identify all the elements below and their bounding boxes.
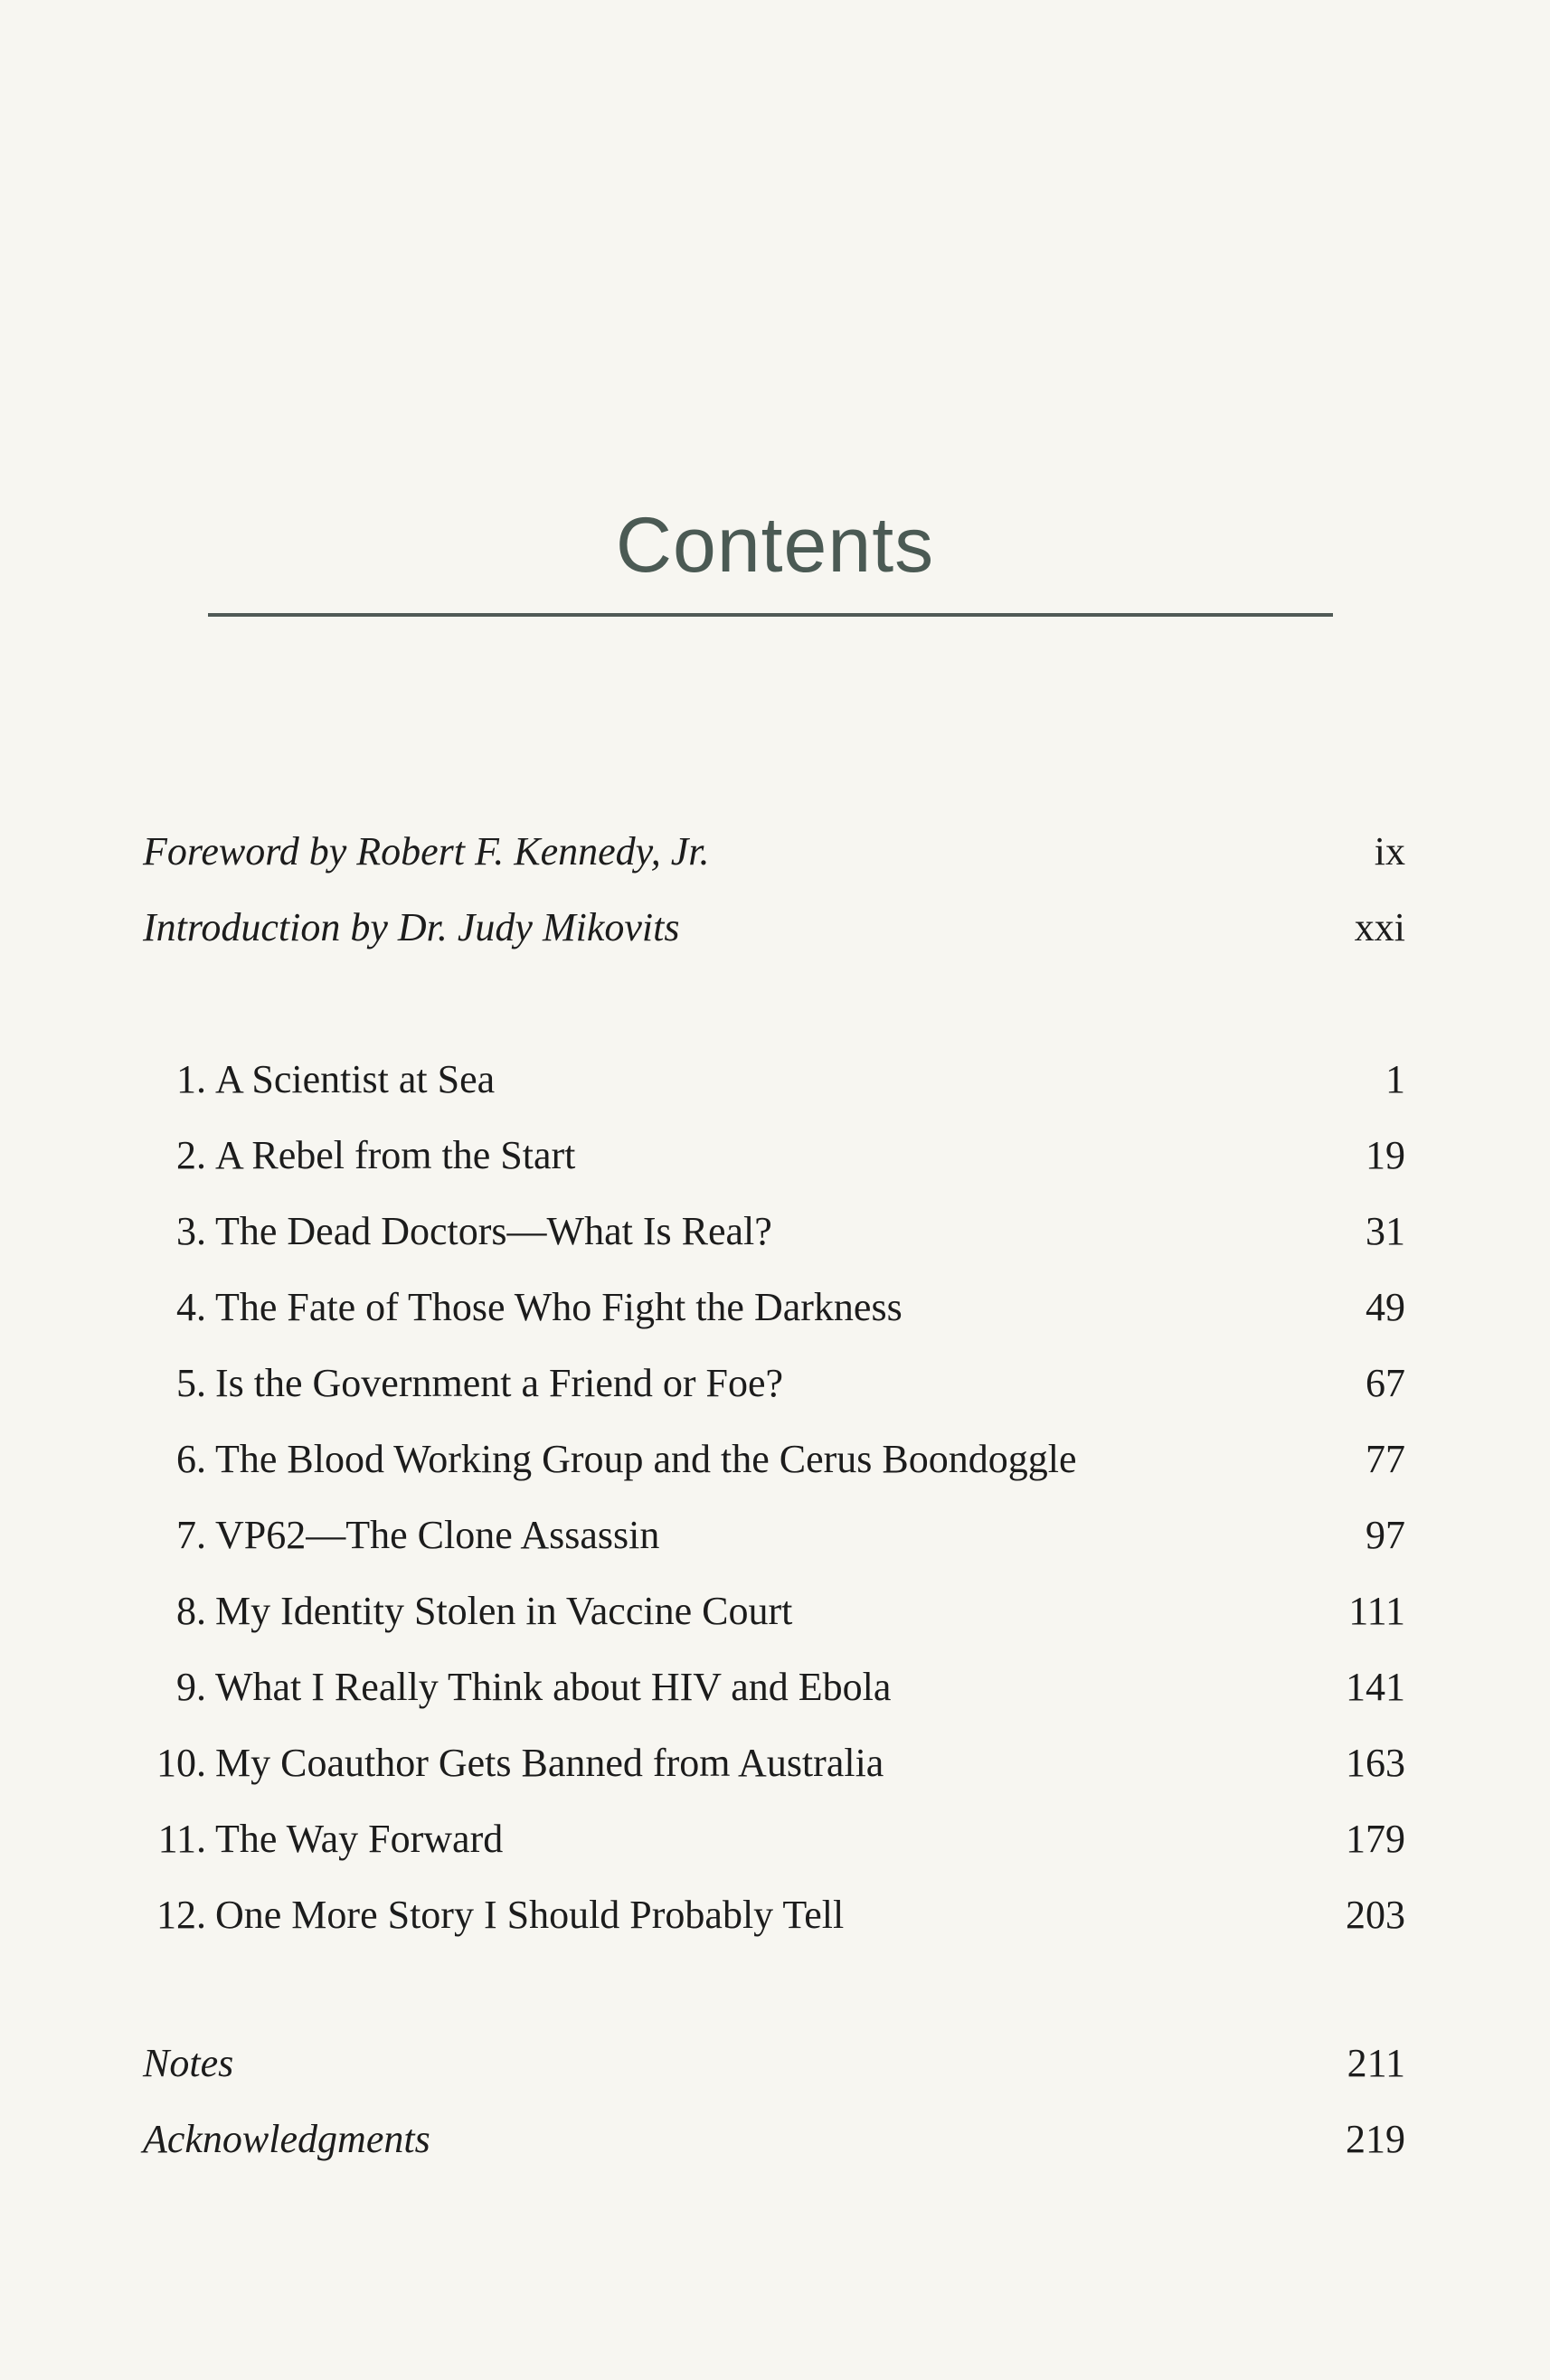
toc-entry-label: What I Really Think about HIV and Ebola <box>215 1665 892 1709</box>
toc-entry-page: 163 <box>1346 1741 1405 1785</box>
toc-entry-acknowledgments[interactable] <box>143 2101 1405 2177</box>
chapter-number: 7. <box>176 1513 206 1557</box>
toc-entry-page: 219 <box>1346 2117 1405 2161</box>
toc-entry-page: 67 <box>1366 1361 1405 1405</box>
toc-entry-page: xxi <box>1354 905 1405 949</box>
toc-entry-chapter-11[interactable] <box>143 1801 1405 1877</box>
toc-entry-chapter-5[interactable] <box>143 1346 1405 1421</box>
toc-entry-label: The Blood Working Group and the Cerus Boondoggle <box>215 1437 1077 1481</box>
toc-entry-page: 179 <box>1346 1817 1405 1861</box>
toc-entry-label: My Identity Stolen in Vaccine Court <box>215 1589 793 1633</box>
toc-entry-label: My Coauthor Gets Banned from Australia <box>215 1741 884 1785</box>
toc-entry-chapter-7[interactable] <box>143 1497 1405 1573</box>
back-matter-list <box>143 2026 1405 2177</box>
toc-entry-chapter-8[interactable] <box>143 1573 1405 1649</box>
chapter-number: 9. <box>176 1665 206 1709</box>
toc-entry-label: One More Story I Should Probably Tell <box>215 1893 845 1937</box>
chapter-number: 2. <box>176 1133 206 1177</box>
chapter-number: 10. <box>156 1741 206 1785</box>
toc-entry-foreword[interactable] <box>143 814 1405 890</box>
front-matter-list <box>143 814 1405 966</box>
toc-entry-page: 49 <box>1366 1285 1405 1329</box>
toc-entry-label: VP62—The Clone Assassin <box>215 1513 660 1557</box>
chapter-number: 4. <box>176 1285 206 1329</box>
toc-entry-page: 97 <box>1366 1513 1405 1557</box>
chapter-number: 3. <box>176 1209 206 1253</box>
chapter-number: 11. <box>157 1817 206 1861</box>
toc-entry-label: The Dead Doctors—What Is Real? <box>215 1209 772 1253</box>
chapter-number: 8. <box>176 1589 206 1633</box>
toc-entry-page: 141 <box>1346 1665 1405 1709</box>
toc-entry-chapter-9[interactable] <box>143 1649 1405 1725</box>
toc-entry-chapter-6[interactable] <box>143 1421 1405 1497</box>
chapter-number: 6. <box>176 1437 206 1481</box>
title-rule <box>208 613 1333 617</box>
chapter-number: 1. <box>176 1057 206 1101</box>
toc-entry-page: 31 <box>1366 1209 1405 1253</box>
toc-entry-chapter-3[interactable] <box>143 1194 1405 1270</box>
toc-entry-chapter-10[interactable] <box>143 1725 1405 1801</box>
toc-entry-label: Acknowledgments <box>143 2117 430 2161</box>
toc-entry-chapter-1[interactable] <box>143 1042 1405 1118</box>
toc-entry-page: 203 <box>1346 1893 1405 1937</box>
toc-entry-label: The Way Forward <box>215 1817 504 1861</box>
toc-entry-label: The Fate of Those Who Fight the Darkness <box>215 1285 903 1329</box>
toc-entry-label: A Scientist at Sea <box>215 1057 496 1101</box>
toc-entry-page: 211 <box>1347 2041 1405 2085</box>
toc-entry-page: 111 <box>1348 1589 1405 1633</box>
toc-entry-introduction[interactable] <box>143 890 1405 966</box>
toc-entry-chapter-4[interactable] <box>143 1270 1405 1346</box>
toc-entry-label: A Rebel from the Start <box>215 1133 576 1177</box>
chapter-number: 12. <box>156 1893 206 1937</box>
toc-entry-page: ix <box>1374 829 1405 874</box>
toc-entry-page: 77 <box>1366 1437 1405 1481</box>
toc-entry-page: 1 <box>1385 1057 1405 1101</box>
toc-entry-label: Notes <box>143 2041 234 2085</box>
toc-entry-notes[interactable] <box>143 2026 1405 2101</box>
toc-entry-label: Foreword by Robert F. Kennedy, Jr. <box>143 829 710 874</box>
page-title: Contents <box>615 502 935 589</box>
chapter-list <box>143 1042 1405 1953</box>
toc-entry-chapter-2[interactable] <box>143 1118 1405 1194</box>
toc-entry-page: 19 <box>1366 1133 1405 1177</box>
toc-entry-label: Introduction by Dr. Judy Mikovits <box>143 905 680 949</box>
chapter-number: 5. <box>176 1361 206 1405</box>
toc-entry-label: Is the Government a Friend or Foe? <box>215 1361 784 1405</box>
toc-entry-chapter-12[interactable] <box>143 1877 1405 1953</box>
